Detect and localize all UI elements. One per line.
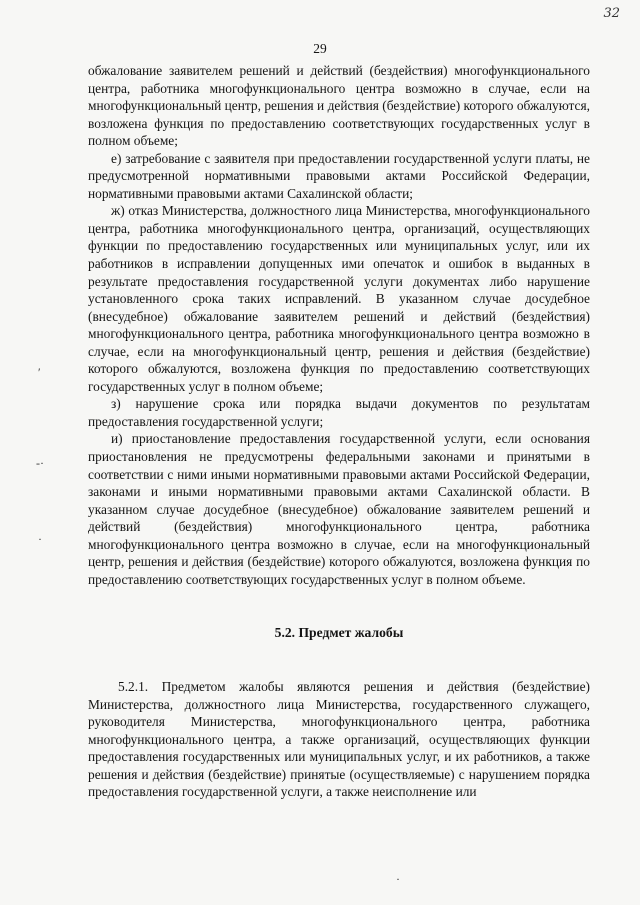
handwritten-page-number: 32 [603, 6, 620, 21]
paragraph-item-i: и) приостановление предоставления государственной услуги, если основания приостановления не предусмотрены федеральными законами и принятыми в соответствии с ними иными нормативными правовыми актами Российской Федерации, законами и иными нормативными правовыми актами Сахалинской области. В указанном случае досудебное (внесудебное) обжалование заявителем решений и действий (бездействия) многофункционального центра, работника многофункционального центра возможно в случае, если на многофункциональный центр, решения и действия (бездействие) которого обжалуются, возложена функция по предоставлению соответствующих государственных услуг в полном объеме. [88, 431, 590, 587]
margin-mark: · [396, 872, 400, 886]
margin-mark: -· [36, 456, 44, 470]
margin-mark: ′ [38, 365, 41, 379]
paragraph-item-zh: ж) отказ Министерства, должностного лица Министерства, многофункционального центра, работника многофункционального центра, организаций, осуществляющих функции по предоставлению государственных или муниципальных услуг, или их работников в исправлении допущенных ими опечаток и ошибок в выданных в результате предоставления государственной услуги документах либо нарушение установленного срока таких исправлений. В указанном случае досудебное (внесудебное) обжалование заявителем решений и действий (бездействия) многофункционального центра, работника многофункционального центра возможно в случае, если на многофункциональный центр, решения и действия (бездействие) которого обжалуются, возложена функция по предоставлению соответствующих государственных услуг в полном объеме; [88, 203, 590, 394]
paragraph-continuation: обжалование заявителем решений и действий (бездействия) многофункционального центра, работника многофункционального центра возможно в случае, если на многофункциональный центр, решения и действия (бездействие) которого обжалуются, возложена функция по предоставлению соответствующих государственных услуг в полном объеме; [88, 63, 590, 149]
section-heading: 5.2. Предмет жалобы [274, 625, 404, 641]
paragraph-item-z: з) нарушение срока или порядка выдачи документов по результатам предоставления государственной услуги; [88, 396, 590, 429]
section-paragraph: 5.2.1. Предметом жалобы являются решения и действия (бездействие) Министерства, должностного лица Министерства, государственного служащего, руководителя Министерства, многофункционального центра, работника многофункционального центра, а также организаций, осуществляющих функции предоставления государственных или муниципальных услуг, и их работников, а также решения и действия (бездействие) принятые (осуществляемые) с нарушением порядка предоставления государственной услуги, а также неисполнение или [88, 678, 590, 800]
document-body [88, 62, 590, 801]
page-number: 29 [313, 41, 327, 56]
paragraph-item-e: е) затребование с заявителя при предоставлении государственной услуги платы, не предусмотренной нормативными правовыми актами Российской Федерации, нормативными правовыми актами Сахалинской области; [88, 150, 590, 201]
margin-mark: · [38, 532, 42, 546]
